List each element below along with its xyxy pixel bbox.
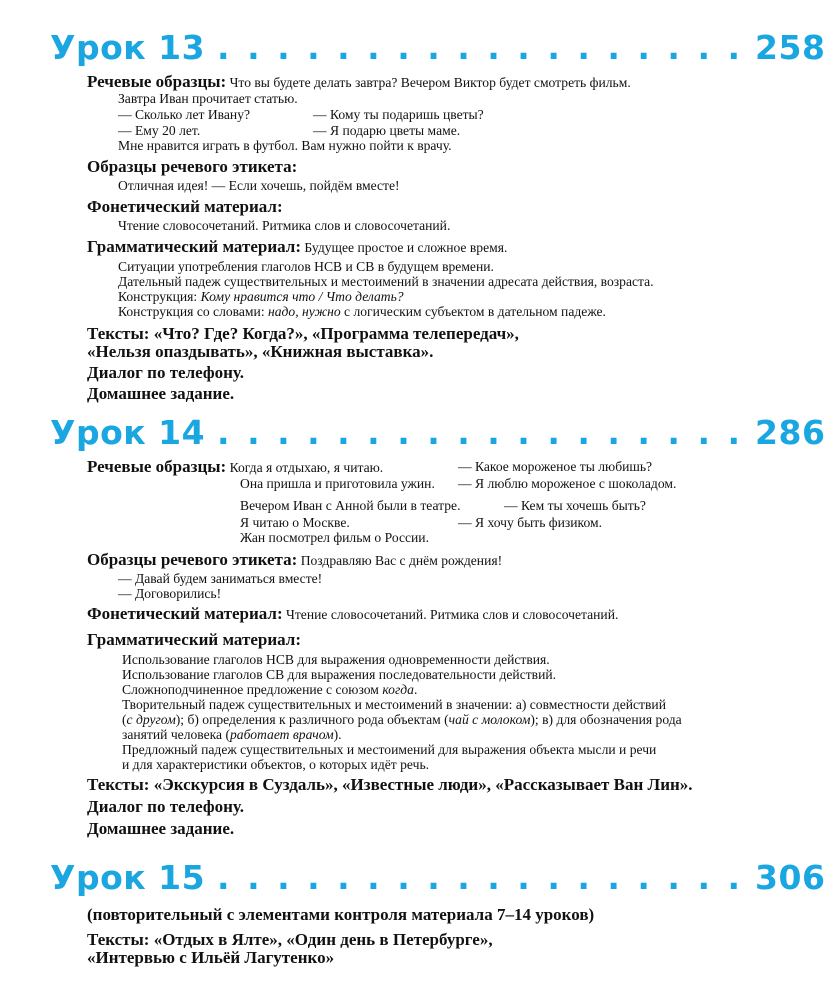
l14-instr-3i: работает врачом	[230, 727, 334, 742]
lesson-13-page: 258	[755, 28, 825, 67]
lesson-13-title: Урок 13	[50, 28, 206, 67]
l13-construction-1	[118, 289, 404, 305]
l14-complex	[122, 682, 417, 698]
l14-texts: Тексты: «Экскурсия в Суздаль», «Известные люди», «Рассказывает Ван Лин».	[87, 775, 693, 794]
l15-note: (повторительный с элементами контроля материала 7–14 уроков)	[87, 905, 595, 924]
l14-grammar-1: Использование глаголов СВ для выражения последовательности действий.	[122, 667, 557, 682]
l14-phonetic: Чтение словосочетаний. Ритмика слов и словосочетаний.	[286, 607, 619, 622]
l14-instr-2i1: с другом	[126, 712, 176, 727]
l13-homework: Домашнее задание.	[87, 384, 235, 403]
l15-texts-0: Тексты: «Отдых в Ялте», «Один день в Петербурге»,	[87, 930, 493, 949]
l13-speech-row	[87, 74, 631, 91]
l14-instr-2b: ); б) определения к различного рода объектам (	[175, 712, 449, 727]
l13-construction-2	[118, 304, 606, 320]
l13-speech-1: Завтра Иван прочитает статью.	[118, 91, 298, 106]
lesson-15-title: Урок 15	[50, 858, 206, 897]
l14-instr-3a: занятий человека (	[122, 727, 230, 742]
l14-dialog: Диалог по телефону.	[87, 797, 244, 816]
l14-instr-2a: (	[122, 712, 127, 727]
l14-etiquette-1: — Договорились!	[118, 586, 222, 601]
l14-speech-4: Вечером Иван с Анной были в театре.	[240, 498, 461, 513]
l13-texts-1: «Нельзя опаздывать», «Книжная выставка».	[87, 342, 434, 361]
l14-speech-5: — Кем ты хочешь быть?	[504, 498, 646, 513]
lesson-14-dots: . . . . . . . . . . . . . . . . . .	[217, 413, 744, 452]
lesson-15-heading[interactable]	[50, 858, 825, 897]
l13-c2-suffix: с логическим субъектом в дательном падеже.	[344, 304, 606, 319]
l14-speech-0: Когда я отдыхаю, я читаю.	[229, 460, 384, 475]
l14-speech-2: Она пришла и приготовила ужин.	[240, 476, 435, 491]
l14-prep-0: Предложный падеж существительных и местоимений для выражения объекта мысли и речи	[122, 742, 657, 757]
l14-instr-2	[122, 712, 682, 728]
l14-speech-8: Жан посмотрел фильм о России.	[240, 530, 429, 545]
l13-c2-italic: надо, нужно	[268, 304, 341, 319]
l14-homework: Домашнее задание.	[87, 819, 235, 838]
l13-grammar-row	[87, 239, 507, 256]
l14-complex-prefix: Сложноподчиненное предложение с союзом	[122, 682, 379, 697]
l14-instr-3b: ).	[333, 727, 342, 742]
l13-c2-prefix: Конструкция со словами:	[118, 304, 265, 319]
l13-c1-italic: Кому нравится что / Что делать?	[200, 289, 404, 304]
l14-instr-2c: ); в) для обозначения рода	[530, 712, 682, 727]
l13-speech-5: — Я подарю цветы маме.	[313, 123, 461, 138]
lesson-14-page: 286	[755, 413, 825, 452]
l14-grammar-label: Грамматический материал:	[87, 630, 301, 649]
l13-speech-label: Речевые образцы:	[87, 72, 227, 91]
l14-etiquette-0: — Давай будем заниматься вместе!	[118, 571, 323, 586]
l14-speech-7: — Я хочу быть физиком.	[458, 515, 602, 530]
l14-etiquette-first: Поздравляю Вас с днём рождения!	[300, 553, 503, 568]
l14-speech-3: — Я люблю мороженое с шоколадом.	[458, 476, 677, 491]
l14-speech-row	[87, 459, 383, 476]
l14-speech-label: Речевые образцы:	[87, 457, 227, 476]
lesson-13-dots: . . . . . . . . . . . . . . . . . .	[217, 28, 744, 67]
l14-complex-suffix: .	[413, 682, 418, 697]
l13-phonetic: Чтение словосочетаний. Ритмика слов и словосочетаний.	[118, 218, 451, 233]
l13-etiquette: Отличная идея! — Если хочешь, пойдём вместе!	[118, 178, 400, 193]
l14-complex-italic: когда	[382, 682, 414, 697]
l14-instr-3	[122, 727, 342, 743]
l14-speech-6: Я читаю о Москве.	[240, 515, 350, 530]
l14-instr-2i2: чай с молоком	[448, 712, 531, 727]
l13-dialog: Диалог по телефону.	[87, 363, 244, 382]
l13-speech-3: — Кому ты подаришь цветы?	[313, 107, 484, 122]
l13-c1-prefix: Конструкция:	[118, 289, 198, 304]
lesson-14-heading[interactable]	[50, 413, 825, 452]
l13-grammar-label: Грамматический материал:	[87, 237, 301, 256]
l13-phonetic-label: Фонетический материал:	[87, 197, 283, 216]
l13-speech-0: Что вы будете делать завтра? Вечером Виктор будет смотреть фильм.	[229, 75, 631, 90]
l13-grammar-1: Дательный падеж существительных и местоимений в значении адресата действия, возраста.	[118, 274, 654, 289]
l14-prep-1: и для характеристики объектов, о которых идёт речь.	[122, 757, 430, 772]
l14-phonetic-row	[87, 606, 618, 623]
l15-texts-1: «Интервью с Ильёй Лагутенко»	[87, 948, 335, 967]
l13-etiquette-label: Образцы речевого этикета:	[87, 157, 298, 176]
lesson-15-page: 306	[755, 858, 825, 897]
l13-grammar-first: Будущее простое и сложное время.	[304, 240, 508, 255]
l13-grammar-0: Ситуации употребления глаголов НСВ и СВ в будущем времени.	[118, 259, 494, 274]
l14-etiquette-label: Образцы речевого этикета:	[87, 550, 298, 569]
l14-grammar-0: Использование глаголов НСВ для выражения одновременности действия.	[122, 652, 550, 667]
l13-texts-0: Тексты: «Что? Где? Когда?», «Программа телепередач»,	[87, 324, 519, 343]
l13-speech-2: — Сколько лет Ивану?	[118, 107, 251, 122]
l13-speech-6: Мне нравится играть в футбол. Вам нужно пойти к врачу.	[118, 138, 452, 153]
l14-instr-1: Творительный падеж существительных и местоимений в значении: а) совместности действий	[122, 697, 666, 712]
lesson-13-heading[interactable]	[50, 28, 825, 67]
l13-speech-4: — Ему 20 лет.	[118, 123, 201, 138]
l14-speech-1: — Какое мороженое ты любишь?	[458, 459, 653, 474]
l14-phonetic-label: Фонетический материал:	[87, 604, 283, 623]
lesson-15-dots: . . . . . . . . . . . . . . . . . .	[217, 858, 744, 897]
lesson-14-title: Урок 14	[50, 413, 206, 452]
l14-etiquette-row	[87, 552, 502, 569]
